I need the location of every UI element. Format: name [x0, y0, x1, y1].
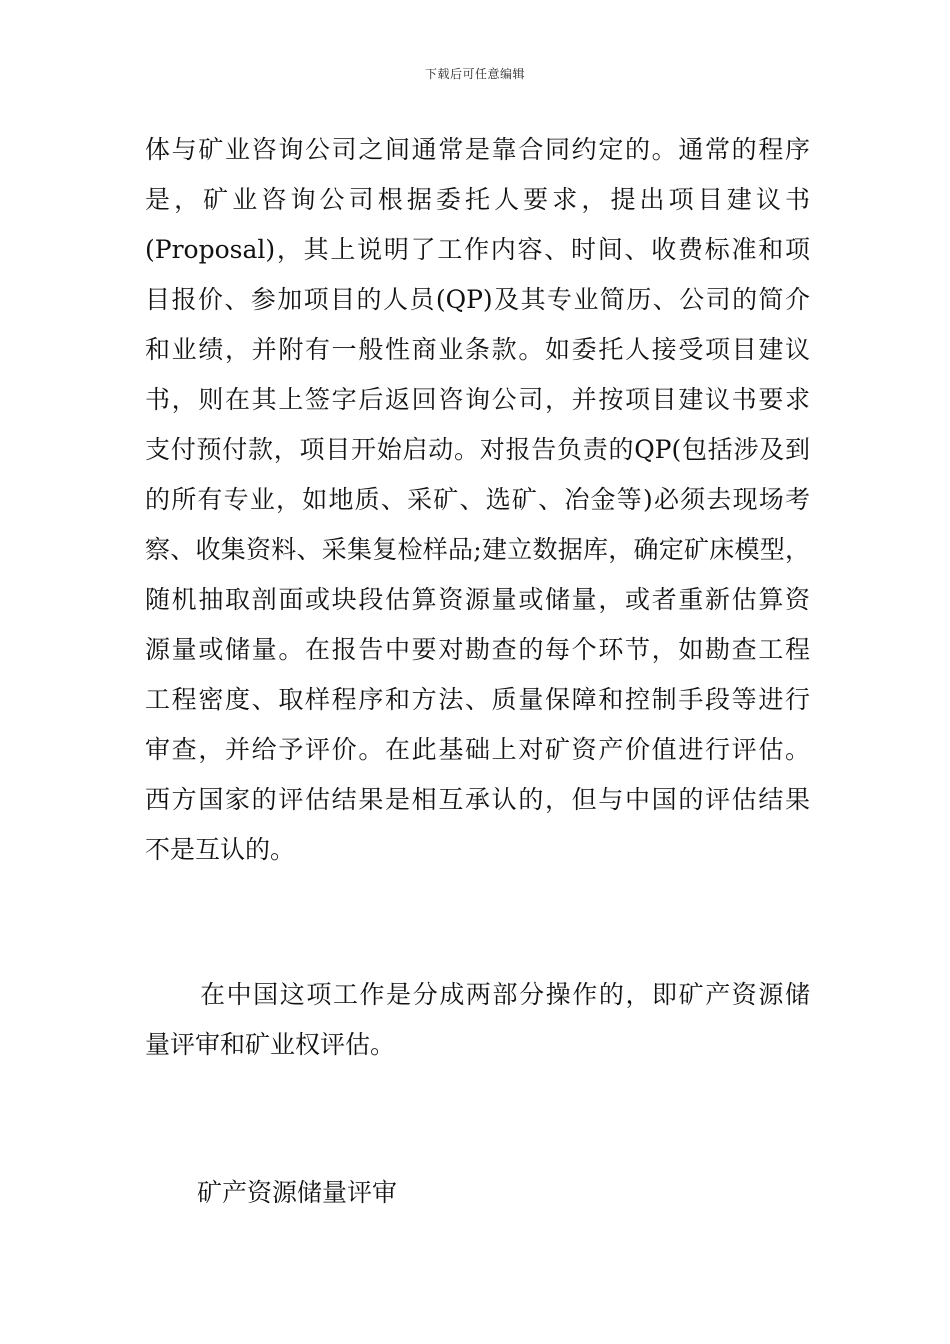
- section-heading: 矿产资源储量评审: [197, 1178, 398, 1207]
- text-line: 目报价、参加项目的人员(QP)及其专业简历、公司的简介: [145, 285, 810, 314]
- text-line: 工程密度、取样程序和方法、质量保障和控制手段等进行: [145, 685, 810, 714]
- text-line: 体与矿业咨询公司之间通常是靠合同约定的。通常的程序: [145, 135, 810, 164]
- text-line: 不是互认的。: [145, 835, 296, 864]
- text-line: 是，矿业咨询公司根据委托人要求，提出项目建议书: [145, 185, 810, 214]
- text-line: (Proposal)，其上说明了工作内容、时间、收费标准和项: [145, 235, 810, 264]
- text-line: 在中国这项工作是分成两部分操作的，即矿产资源储: [200, 980, 810, 1009]
- text-line: 西方国家的评估结果是相互承认的，但与中国的评估结果: [145, 785, 810, 814]
- text-line: 随机抽取剖面或块段估算资源量或储量，或者重新估算资: [145, 585, 810, 614]
- text-line: 审查，并给予评价。在此基础上对矿资产价值进行评估。: [145, 735, 810, 764]
- text-line: 量评审和矿业权评估。: [145, 1030, 396, 1059]
- text-line: 支付预付款，项目开始启动。对报告负责的QP(包括涉及到: [145, 435, 810, 464]
- page-header-note: 下载后可任意编辑: [424, 67, 525, 81]
- body-paragraph-2: [145, 970, 810, 1070]
- body-paragraph-1: [145, 125, 810, 875]
- text-line: 和业绩，并附有一般性商业条款。如委托人接受项目建议: [145, 335, 810, 364]
- text-line: 书，则在其上签字后返回咨询公司，并按项目建议书要求: [145, 385, 810, 414]
- text-line: 的所有专业，如地质、采矿、选矿、冶金等)必须去现场考: [145, 485, 810, 514]
- text-line: 察、收集资料、采集复检样品;建立数据库，确定矿床模型，: [145, 535, 810, 564]
- text-line: 源量或储量。在报告中要对勘查的每个环节，如勘查工程: [145, 635, 810, 664]
